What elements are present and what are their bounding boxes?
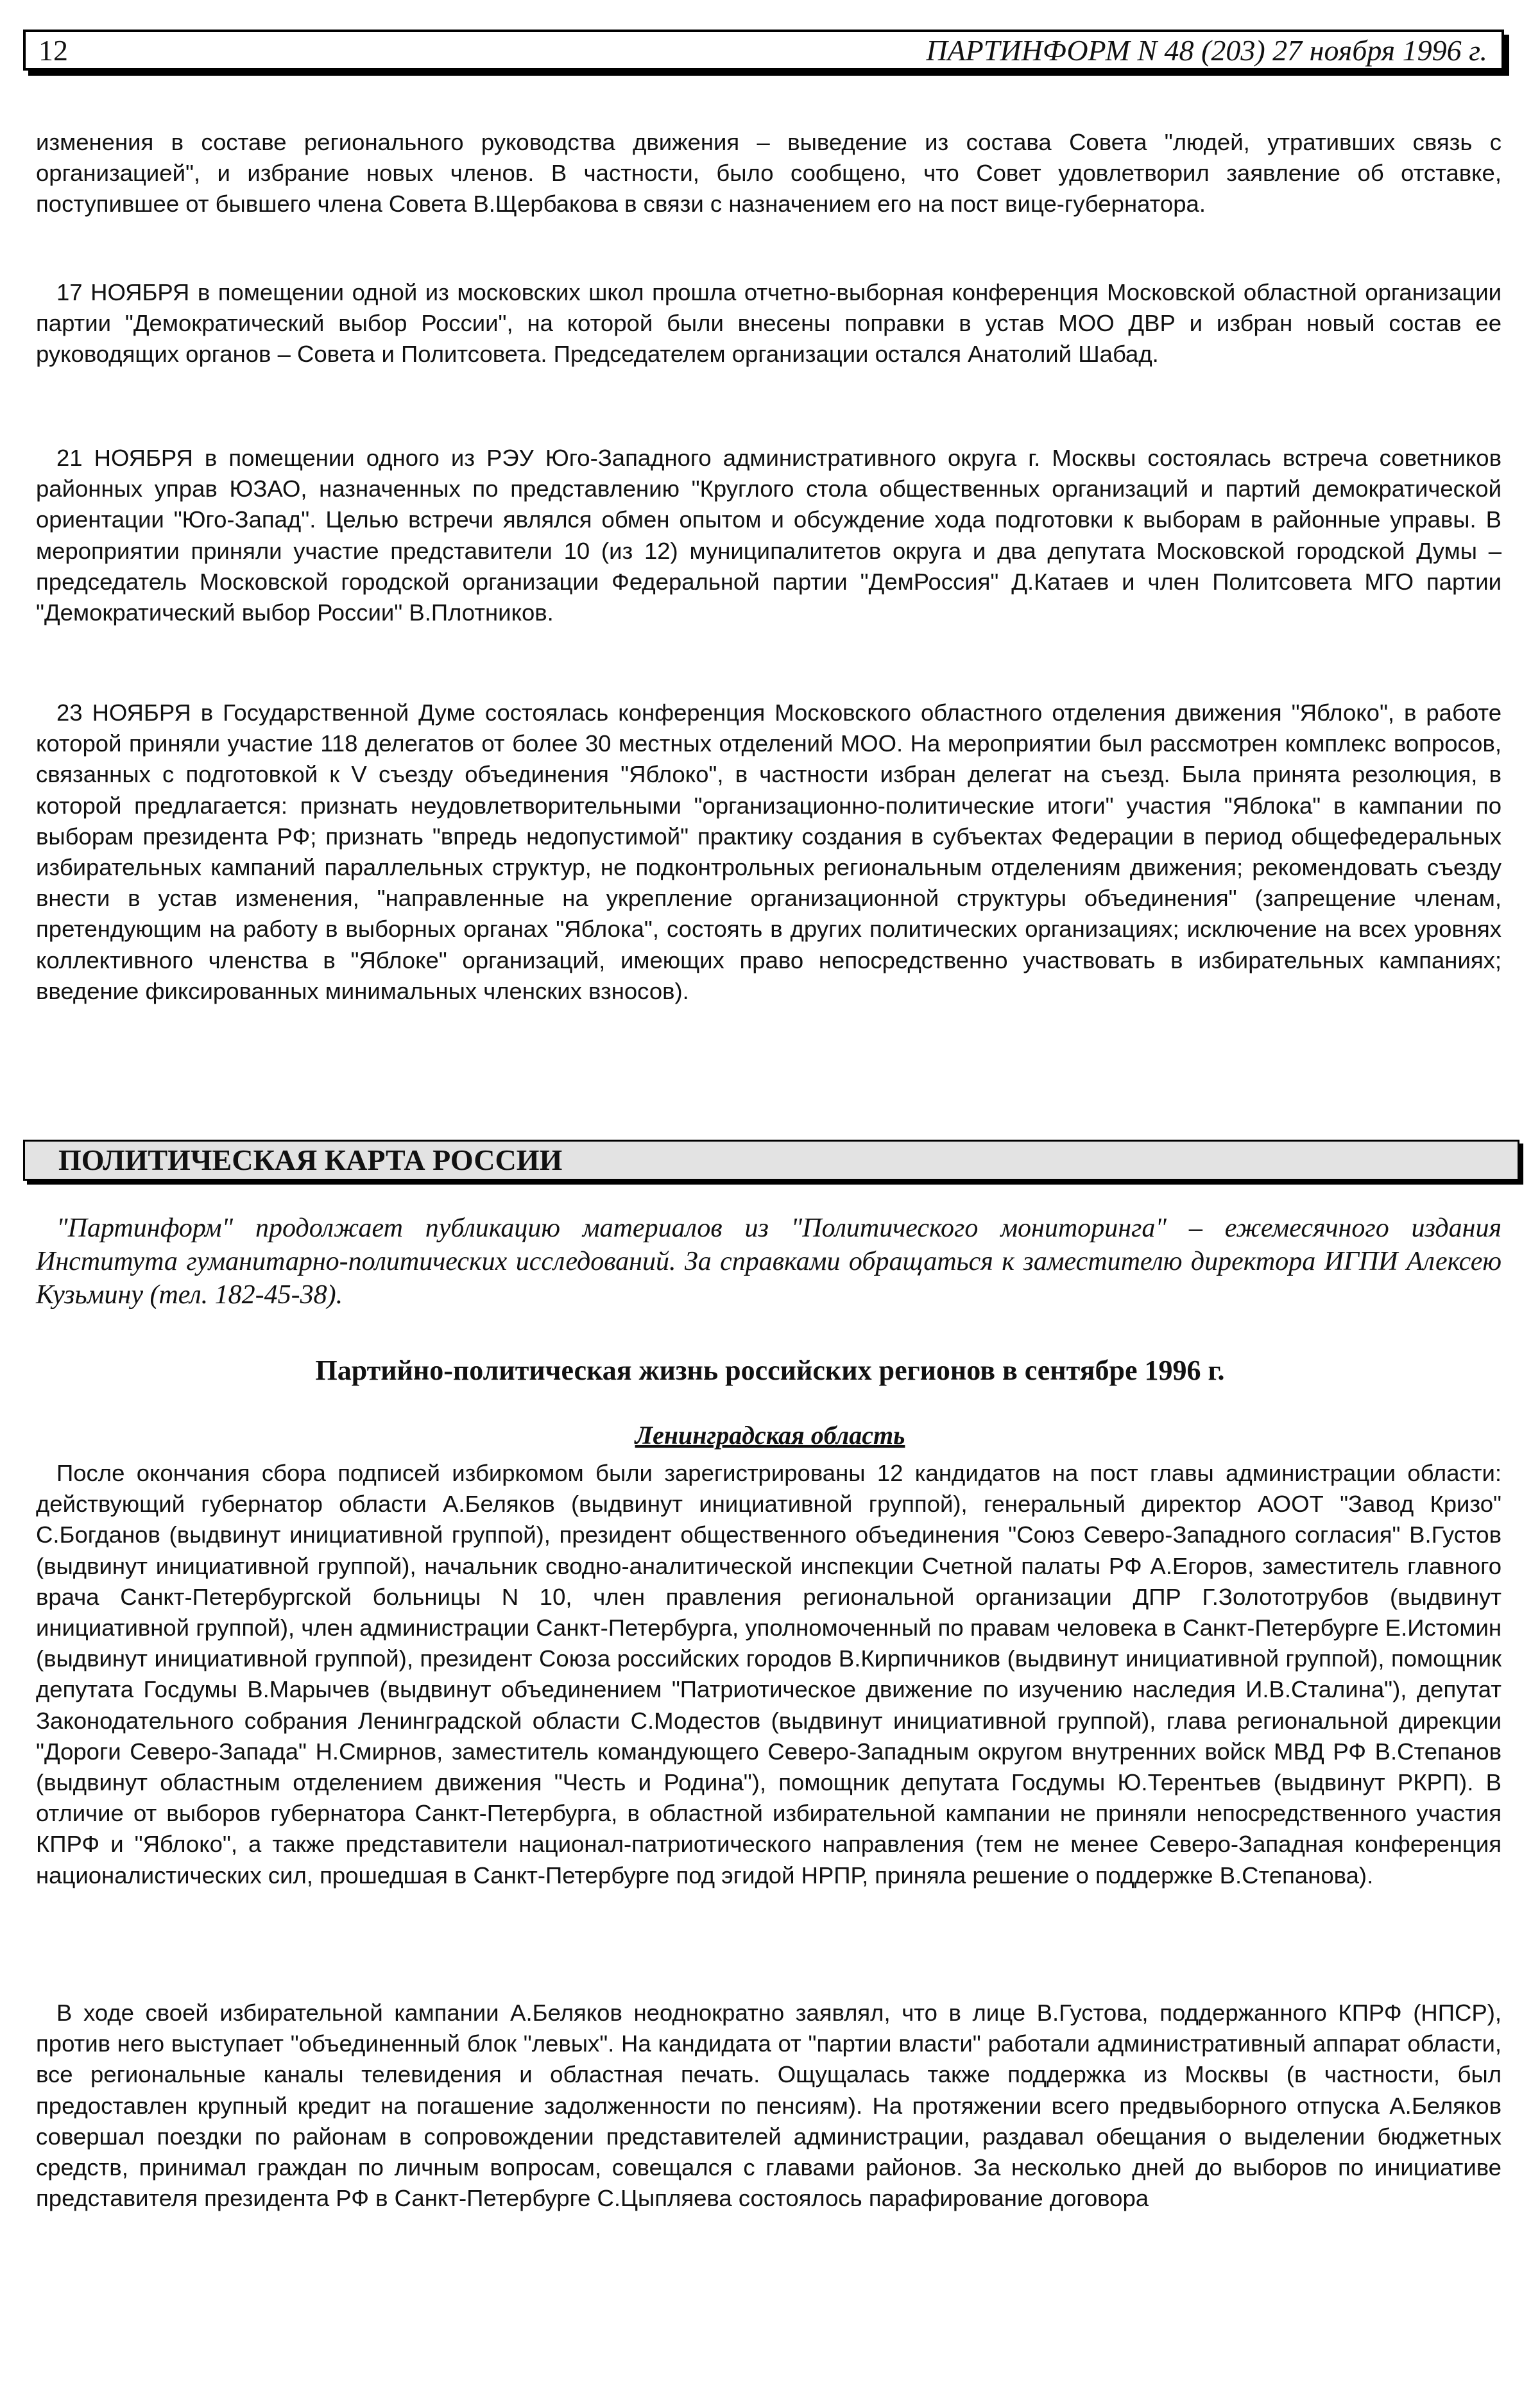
region-heading: Ленинградская область bbox=[635, 1421, 905, 1450]
section-heading bbox=[23, 1140, 1519, 1181]
section-title: ПОЛИТИЧЕСКАЯ КАРТА РОССИИ bbox=[58, 1144, 563, 1176]
paragraph-council-changes: изменения в составе регионального руководства движения – выведение из состава Совета "людей, утративших связь с организацией", и избрание новых членов. В частности, было сообщено, что Совет удовлетворил заявление об отставке, поступившее от бывшего члена Совета В.Щербакова в связи с назначением его на пост вице-губернатора. bbox=[36, 129, 1502, 218]
page-number: 12 bbox=[38, 34, 68, 67]
publication-title: ПАРТИНФОРМ N 48 (203) 27 ноября 1996 г. bbox=[926, 34, 1487, 67]
paragraph-belyakov-campaign: В ходе своей избирательной кампании А.Беляков неоднократно заявлял, что в лице В.Густова, поддержанного КПРФ (НПСР), против него выступает "объединенный блок "левых". На кандидата от "партии власти" работали административный аппарат области, все региональные каналы телевидения и областная печать. Ощущалась также поддержка из Москвы (в частности, был предоставлен крупный кредит на погашение задолженности по пенсиям). На протяжении всего предвыборного отпуска А.Беляков совершал поездки по районам в сопровождении представителей администрации, раздавал обещания о выделении бюджетных средств, принимал граждан по личным вопросам, совещался с главами районов. За несколько дней до выборов по инициативе представителя президента РФ в Санкт-Петербурге С.Цыпляева состоялось парафирование договора bbox=[36, 2000, 1502, 2212]
page-header bbox=[23, 30, 1504, 71]
paragraph-21-november: 21 НОЯБРЯ в помещении одного из РЭУ Юго-Западного административного округа г. Москвы состоялась встреча советников районных управ ЮЗАО, назначенных по представлению "Круглого стола общественных организаций и партий демократической ориентации "Юго-Запад". Целью встречи являлся обмен опытом и обсуждение хода подготовки к выборам в районные управы. В мероприятии приняли участие представители 10 (из 12) муниципалитетов округа и два депутата Московской городской Думы – председатель Московской городской организации Федеральной партии "ДемРоссия" Д.Катаев и член Политсовета МГО партии "Демократический выбор России" В.Плотников. bbox=[36, 445, 1502, 626]
paragraph-17-november: 17 НОЯБРЯ в помещении одной из московских школ прошла отчетно-выборная конференция Московской областной организации партии "Демократический выбор России", на которой были внесены поправки в устав МОО ДВР и избран новый состав ее руководящих органов – Совета и Политсовета. Председателем организации остался Анатолий Шабад. bbox=[36, 279, 1502, 368]
paragraph-23-november: 23 НОЯБРЯ в Государственной Думе состоялась конференция Московского областного отделения движения "Яблоко", в работе которой приняли участие 118 делегатов от более 30 местных отделений МОО. На мероприятии был рассмотрен комплекс вопросов, связанных с подготовкой к V съезду объединения "Яблоко", в частности избран делегат на съезд. Была принята резолюция, в которой предлагается: признать неудовлетворительными "организационно-политические итоги" участия "Яблока" в кампании по выборам президента РФ; признать "впредь недопустимой" практику создания в субъектах Федерации в период общефедеральных избирательных кампаний параллельных структур, не подконтрольных региональным отделениям движения; рекомендовать съезду внести в устав изменения, "направленные на укрепление организационной структуры объединения" (запрещение членам, претендующим на работу в выборных органах "Яблока", состоять в других политических организациях; исключение на всех уровнях коллективного членства в "Яблоке" организаций, имеющих право непосредственно участвовать в избирательных кампаниях; введение фиксированных минимальных членских взносов). bbox=[36, 699, 1502, 1004]
section-intro: "Партинформ" продолжает публикацию материалов из "Политического мониторинга" – ежемесячного издания Института гуманитарно-политических исследований. За справками обращаться к заместителю директора ИГПИ Алексею Кузьмину (тел. 182-45-38). bbox=[36, 1213, 1502, 1310]
article-subtitle: Партийно-политическая жизнь российских регионов в сентябре 1996 г. bbox=[315, 1355, 1225, 1386]
paragraph-candidates: После окончания сбора подписей избиркомом были зарегистрированы 12 кандидатов на пост главы администрации области: действующий губернатор области А.Беляков (выдвинут инициативной группой), генеральный директор АООТ "Завод Кризо" С.Богданов (выдвинут инициативной группой), президент общественного объединения "Союз Северо-Западного согласия" В.Густов (выдвинут инициативной группой), начальник сводно-аналитической инспекции Счетной палаты РФ А.Егоров, заместитель главного врача Санкт-Петербургской больницы N 10, член правления региональной организации ДПР Г.Золототрубов (выдвинут инициативной группой), член администрации Санкт-Петербурга, уполномоченный по правам человека в Санкт-Петербурге Е.Истомин (выдвинут инициативной группой), президент Союза российских городов В.Кирпичников (выдвинут инициативной группой), помощник депутата Госдумы В.Марычев (выдвинут объединением "Патриотическое движение по изучению наследия И.В.Сталина"), депутат Законодательного собрания Ленинградской области С.Модестов (выдвинут инициативной группой), глава региональной дирекции "Дороги Северо-Запада" Н.Смирнов, заместитель командующего Северо-Западным округом внутренних войск МВД РФ В.Степанов (выдвинут областным отделением движения "Честь и Родина"), помощник депутата Госдумы Ю.Терентьев (выдвинут РКРП). В отличие от выборов губернатора Санкт-Петербурга, в областной избирательной кампании не приняли непосредственного участия КПРФ и "Яблоко", а также представители национал-патриотического направления (тем не менее Северо-Западная конференция националистических сил, прошедшая в Санкт-Петербурге под эгидой НРПР, приняла решение о поддержке В.Степанова). bbox=[36, 1460, 1502, 1889]
